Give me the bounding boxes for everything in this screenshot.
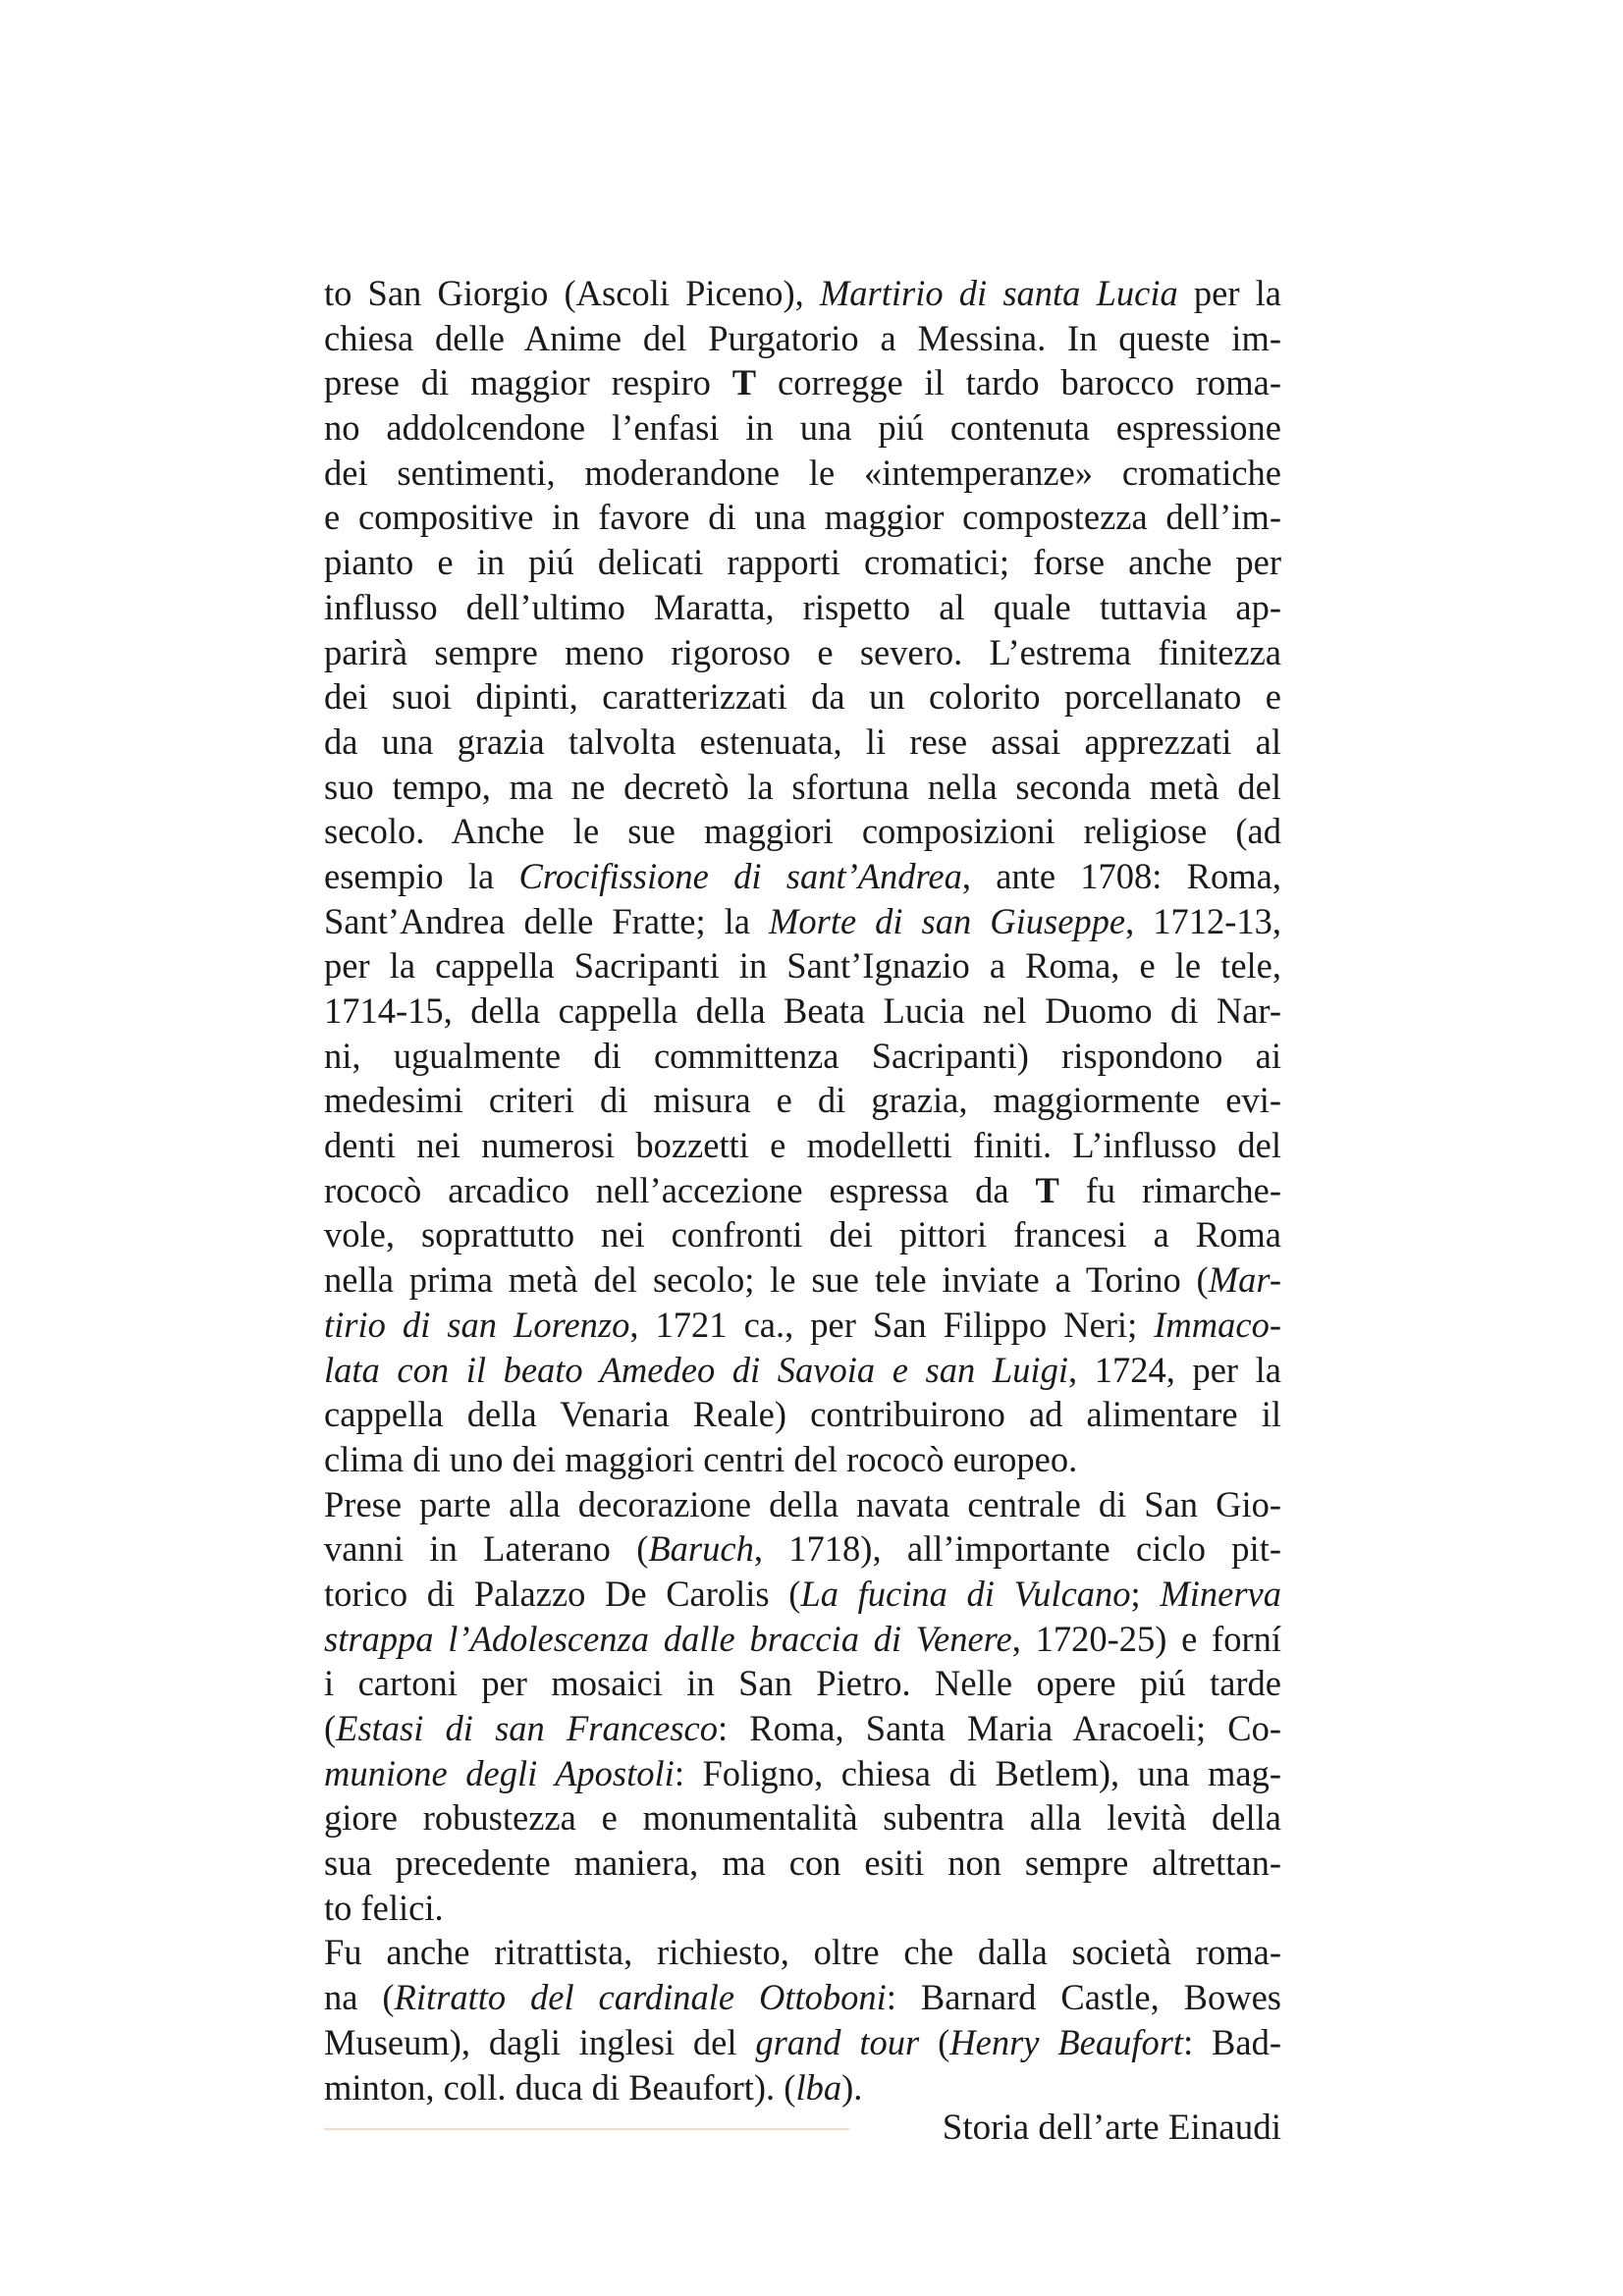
text-run: ( [919,2021,950,2062]
text-run: dei suoi dipinti, caratterizzati da un colorito porcellanato e [324,676,1281,718]
text-line [324,720,1281,765]
text-line [324,495,1281,540]
text-run: : Roma, Santa Maria Aracoeli; Co- [718,1708,1282,1748]
text-run: na ( [324,1977,395,2018]
text-line [324,1841,1281,1886]
text-run: to San Giorgio (Ascoli Piceno), [324,273,820,313]
text-run: denti nei numerosi bozzetti e modelletti finiti. L’influsso del [324,1125,1281,1166]
footer-title: Storia dell’arte Einaudi [942,2108,1281,2148]
text-line [324,540,1281,585]
body-text [324,271,1281,2109]
text-run: vanni in Laterano ( [324,1528,649,1570]
text-run: , 1720-25) e forní [1011,1618,1281,1659]
text-run: : Barnard Castle, Bowes [886,1977,1281,2018]
text-run: : Foligno, chiesa di Betlem), una mag- [674,1752,1281,1793]
text-run: Museum), dagli inglesi del [324,2021,756,2062]
text-run: ). [841,2066,863,2108]
text-run: dei sentimenti, moderandone le «intemperanze» cromatiche [324,452,1281,493]
text-line [324,1617,1281,1662]
text-run: sua precedente maniera, ma con esiti non sempre altrettan- [324,1842,1281,1884]
text-run: da una grazia talvolta estenuata, li rese assai apprezzati al [324,721,1281,762]
text-line [324,1034,1281,1079]
text-run: e compositive in favore di una maggior compostezza dell’im- [324,497,1281,538]
text-line [324,630,1281,675]
text-line [324,1930,1281,1975]
text-line [324,1392,1281,1437]
text-line [324,1661,1281,1706]
text-line [324,451,1281,496]
italic-title-text: Ritratto del cardinale Ottoboni [394,1977,887,2018]
text-run: secolo. Anche le sue maggiori composizioni religiose (ad [324,811,1281,852]
text-run: clima di uno dei maggiori centri del rococò europeo. [324,1438,1078,1479]
italic-title-text: Henry Beaufort [949,2021,1184,2062]
text-run: , 1724, per la [1067,1349,1281,1390]
text-line [324,1212,1281,1257]
text-run: influsso dell’ultimo Maratta, rispetto al quale tuttavia ap- [324,586,1281,627]
text-run: esempio la [324,855,519,896]
text-run: per la cappella Sacripanti in Sant’Ignazio a Roma, e le tele, [324,945,1281,987]
italic-title-text: Baruch [648,1528,754,1570]
text-run: , 1721 ca., per San Filippo Neri; [629,1304,1155,1345]
text-run: suo tempo, ma ne decretò la sfortuna nella seconda metà del [324,766,1281,807]
text-line [324,988,1281,1034]
text-run: ; [1130,1573,1161,1614]
text-line [324,1437,1281,1482]
text-line [324,1706,1281,1751]
text-run: prese di maggior respiro [324,362,732,403]
italic-title-text: lata con il beato Amedeo di Savoia e san Luigi [324,1349,1068,1390]
italic-title-text: Mar- [1208,1259,1281,1301]
text-line [324,809,1281,854]
italic-title-text: Martirio di santa Lucia [819,273,1178,313]
italic-title-text: lba [795,2066,842,2108]
text-line [324,899,1281,944]
italic-title-text: munione degli Apostoli [324,1752,675,1793]
bold-initial: T [1035,1169,1059,1210]
text-line [324,1078,1281,1123]
italic-title-text: grand tour [755,2021,920,2062]
text-line [324,405,1281,451]
text-run: medesimi criteri di misura e di grazia, maggiormente evi- [324,1080,1281,1121]
text-line [324,1168,1281,1213]
text-line [324,271,1281,316]
text-run: , 1718), all’importante ciclo pit- [753,1528,1281,1570]
text-run: 1714-15, della cappella della Beata Lucia nel Duomo di Nar- [324,990,1281,1031]
text-line [324,1257,1281,1303]
text-line [324,1886,1281,1931]
text-run: torico di Palazzo De Carolis ( [324,1573,801,1614]
text-line [324,674,1281,720]
text-line [324,854,1281,899]
text-run: vole, soprattutto nei confronti dei pittori francesi a Roma [324,1214,1281,1255]
text-run: giore robustezza e monumentalità subentra alla levità della [324,1797,1281,1839]
italic-title-text: Crocifissione di sant’Andrea [518,855,962,896]
footer-rule [324,2128,849,2130]
text-run: ni, ugualmente di committenza Sacripanti) rispondono ai [324,1035,1281,1076]
text-line [324,1795,1281,1841]
text-run: Prese parte alla decorazione della navata centrale di San Gio- [324,1483,1281,1524]
italic-title-text: tirio di san Lorenzo [324,1304,630,1345]
italic-title-text: La fucina di Vulcano [800,1573,1131,1614]
text-run: i cartoni per mosaici in San Pietro. Nelle opere piú tarde [324,1663,1281,1704]
text-line [324,360,1281,405]
text-run: corregge il tardo barocco roma- [756,362,1281,403]
italic-title-text: Minerva [1160,1573,1281,1614]
text-run: nella prima metà del secolo; le sue tele inviate a Torino ( [324,1259,1209,1301]
text-run: no addolcendone l’enfasi in una piú contenuta espressione [324,407,1281,449]
text-line [324,1348,1281,1393]
text-line [324,316,1281,361]
text-line [324,1975,1281,2020]
text-run: , ante 1708: Roma, [961,855,1281,896]
italic-title-text: Estasi di san Francesco [336,1708,719,1748]
text-run: ( [324,1708,337,1748]
text-line [324,1526,1281,1572]
text-line [324,585,1281,630]
text-run: cappella della Venaria Reale) contribuirono ad alimentare il [324,1394,1281,1435]
text-line [324,1572,1281,1617]
text-run: Sant’Andrea delle Fratte; la [324,900,769,941]
text-run: chiesa delle Anime del Purgatorio a Messina. In queste im- [324,317,1281,358]
text-run: , 1712-13, [1125,900,1282,941]
text-line [324,1482,1281,1527]
text-run: fu rimarche- [1058,1169,1281,1210]
page-footer [324,2104,1281,2153]
text-run: Fu anche ritrattista, richiesto, oltre che dalla società roma- [324,1932,1281,1973]
italic-title-text: Morte di san Giuseppe [768,900,1126,941]
text-run: : Bad- [1183,2021,1282,2062]
text-line [324,765,1281,810]
text-line [324,943,1281,988]
text-line [324,1751,1281,1796]
text-run: per la [1177,273,1281,313]
bold-initial: T [731,362,757,403]
text-line [324,1123,1281,1168]
text-run: rococò arcadico nell’accezione espressa da [324,1169,1036,1210]
text-run: parirà sempre meno rigoroso e severo. L’estrema finitezza [324,631,1281,672]
text-line [324,1303,1281,1348]
italic-title-text: Immaco- [1154,1304,1281,1345]
text-run: pianto e in piú delicati rapporti cromatici; forse anche per [324,542,1281,583]
text-run: minton, coll. duca di Beaufort). ( [324,2066,796,2108]
text-run: to felici. [324,1887,444,1928]
text-line [324,2020,1281,2065]
italic-title-text: strappa l’Adolescenza dalle braccia di Venere [324,1618,1012,1659]
